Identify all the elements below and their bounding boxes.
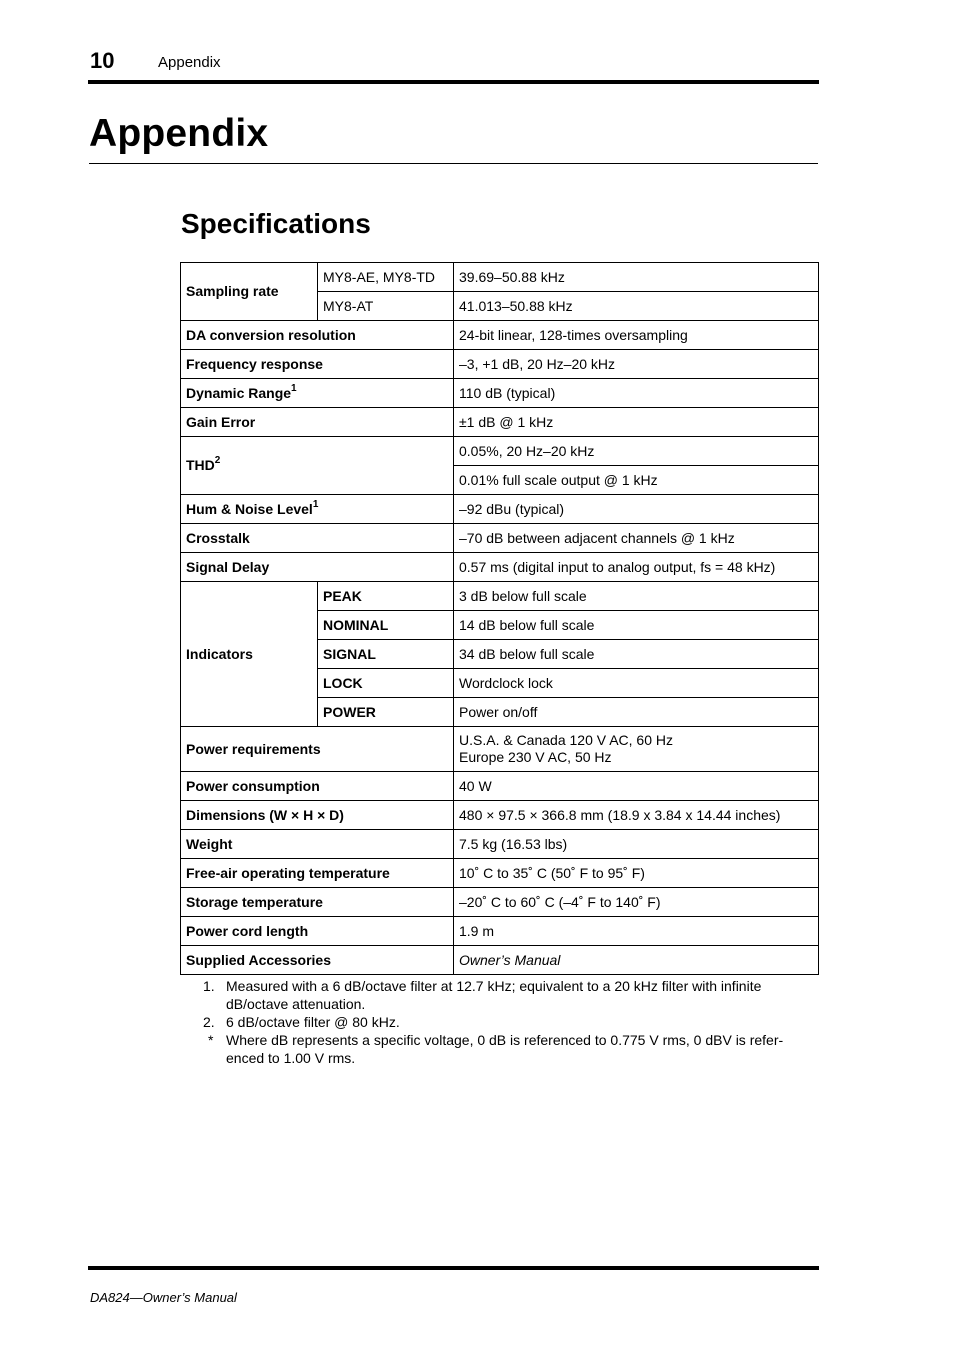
spec-label: DA conversion resolution [181, 321, 454, 350]
indicator-name: LOCK [318, 669, 454, 698]
spec-value: 3 dB below full scale [454, 582, 819, 611]
table-row [181, 408, 819, 437]
running-header-label: Appendix [158, 54, 221, 71]
spec-value: –92 dBu (typical) [454, 495, 819, 524]
spec-value: 480 × 97.5 × 366.8 mm (18.9 x 3.84 x 14.44 inches) [454, 801, 819, 830]
table-row [181, 859, 819, 888]
footnote-ref: 1 [291, 382, 297, 394]
running-header [90, 46, 818, 80]
spec-label: Dimensions (W × H × D) [181, 801, 454, 830]
spec-value: –3, +1 dB, 20 Hz–20 kHz [454, 350, 819, 379]
spec-label: Crosstalk [181, 524, 454, 553]
indicator-name: NOMINAL [318, 611, 454, 640]
footnote [200, 1031, 800, 1067]
spec-value: 10˚ C to 35˚ C (50˚ F to 95˚ F) [454, 859, 819, 888]
spec-label: Supplied Accessories [181, 946, 454, 975]
spec-label: Weight [181, 830, 454, 859]
spec-label: THD [186, 457, 215, 473]
table-row [181, 379, 819, 408]
footnote-ref: 2 [214, 455, 221, 467]
spec-value-cell [454, 727, 819, 772]
footer-label: DA824—Owner’s Manual [90, 1290, 237, 1305]
spec-value: –70 dB between adjacent channels @ 1 kHz [454, 524, 819, 553]
table-row [181, 437, 819, 466]
spec-model: MY8-AT [318, 292, 454, 321]
spec-label: Hum & Noise Level [186, 500, 313, 517]
spec-value-line: U.S.A. & Canada 120 V AC, 60 Hz [459, 732, 674, 748]
spec-label-cell [181, 437, 454, 495]
spec-label: Dynamic Range [186, 384, 292, 401]
spec-value: 0.01% full scale output @ 1 kHz [454, 466, 819, 495]
table-row [181, 772, 819, 801]
footnote-mark: * [208, 1032, 214, 1048]
spec-value: 39.69–50.88 kHz [454, 263, 819, 292]
table-row [181, 350, 819, 379]
page-number: 10 [90, 48, 115, 73]
spec-label: Gain Error [181, 408, 454, 437]
spec-label-cell [181, 379, 454, 408]
table-row [181, 801, 819, 830]
spec-label: Free-air operating temperature [181, 859, 454, 888]
spec-value: Wordclock lock [454, 669, 819, 698]
table-row [181, 582, 819, 611]
table-row [181, 524, 819, 553]
spec-value: 7.5 kg (16.53 lbs) [454, 830, 819, 859]
spec-label-cell [181, 495, 454, 524]
spec-value: 110 dB (typical) [454, 379, 819, 408]
footnote [200, 977, 800, 1013]
spec-value: 41.013–50.88 kHz [454, 292, 819, 321]
spec-value: 0.57 ms (digital input to analog output, fs = 48 kHz) [454, 553, 819, 582]
spec-label: Power consumption [181, 772, 454, 801]
table-row [181, 727, 819, 772]
spec-model: MY8-AE, MY8-TD [318, 263, 454, 292]
footnote-ref: 1 [312, 498, 319, 510]
spec-label: Storage temperature [181, 888, 454, 917]
spec-value: 1.9 m [454, 917, 819, 946]
chapter-title: Appendix [89, 112, 269, 155]
spec-label: Power requirements [181, 727, 454, 772]
footnote-text: 6 dB/octave filter @ 80 kHz. [226, 1014, 400, 1030]
table-row [181, 888, 819, 917]
spec-value: 24-bit linear, 128-times oversampling [454, 321, 819, 350]
spec-label: Power cord length [181, 917, 454, 946]
footnote-text: Where dB represents a specific voltage, 0 dB is referenced to 0.775 V rms, 0 dBV is refer-enced to 1.00 V rms. [226, 1032, 784, 1066]
header-rule [88, 80, 819, 84]
spec-value: 34 dB below full scale [454, 640, 819, 669]
table-row [181, 321, 819, 350]
spec-value: 14 dB below full scale [454, 611, 819, 640]
table-row [181, 830, 819, 859]
specifications-table [180, 262, 819, 975]
table-row [181, 917, 819, 946]
footnote [200, 1013, 800, 1031]
table-row [181, 495, 819, 524]
spec-value: ±1 dB @ 1 kHz [454, 408, 819, 437]
spec-value-line: Europe 230 V AC, 50 Hz [459, 749, 612, 765]
table-row [181, 946, 819, 975]
indicator-name: PEAK [318, 582, 454, 611]
spec-label: Signal Delay [181, 553, 454, 582]
spec-label: Frequency response [181, 350, 454, 379]
footnote-text: Measured with a 6 dB/octave filter at 12.7 kHz; equivalent to a 20 kHz filter with infinite dB/octave attenuation. [226, 978, 762, 1012]
indicator-name: SIGNAL [318, 640, 454, 669]
spec-label: Indicators [181, 582, 318, 727]
footer-rule [88, 1266, 819, 1270]
chapter-rule [89, 163, 818, 164]
spec-label: Sampling rate [181, 263, 318, 321]
table-row [181, 553, 819, 582]
footnote-mark: 1. [203, 978, 215, 994]
footnotes [200, 977, 800, 1067]
spec-value: –20˚ C to 60˚ C (–4˚ F to 140˚ F) [454, 888, 819, 917]
section-title: Specifications [181, 208, 371, 239]
spec-value: Power on/off [454, 698, 819, 727]
table-row [181, 263, 819, 292]
indicator-name: POWER [318, 698, 454, 727]
spec-value: 40 W [454, 772, 819, 801]
spec-value: Owner’s Manual [454, 946, 819, 975]
spec-value: 0.05%, 20 Hz–20 kHz [454, 437, 819, 466]
footnote-mark: 2. [203, 1014, 215, 1030]
